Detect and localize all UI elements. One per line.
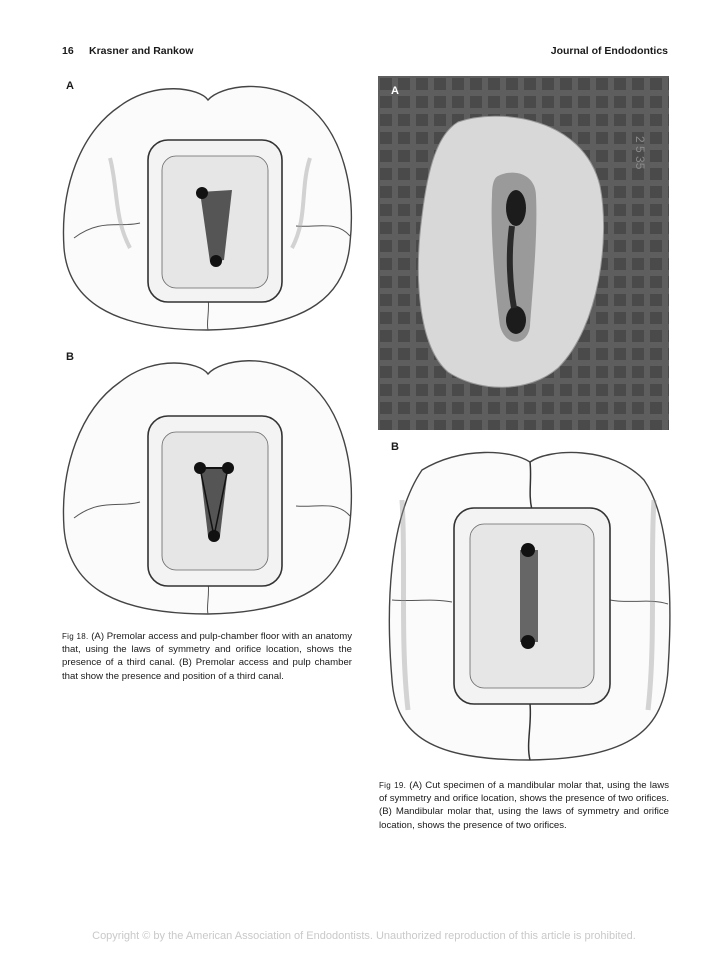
fig18-panel-b-label: B <box>66 351 74 363</box>
fig18-label: Fig 18. <box>62 632 89 641</box>
fig19a-cut-specimen-photo <box>378 76 669 430</box>
running-authors: Krasner and Rankow <box>89 45 194 57</box>
fig19-label: Fig 19. <box>379 781 407 790</box>
fig19-panel-a-label: A <box>391 85 399 97</box>
page-number: 16 <box>62 45 74 57</box>
fig19-caption-text: (A) Cut specimen of a mandibular molar that, using the laws of symmetry and orifice location, shows the presence of two orifices. (B) Mandibular molar that, using the laws of symmetry and orifice location, shows the presence of two orifices. <box>379 780 669 831</box>
fig18-panel-a-label: A <box>66 80 74 92</box>
photo-scale-text: 2 5 35 <box>633 136 647 170</box>
copyright-notice: Copyright © by the American Association of Endodontists. Unauthorized reproduction of this article is prohibited. <box>92 930 636 942</box>
fig18-caption-text: (A) Premolar access and pulp-chamber floor with an anatomy that, using the laws of symmetry and orifice location, shows the presence of a third canal. (B) Premolar access and pulp chamber that show the presence and position of a third canal. <box>62 631 352 682</box>
fig18-caption <box>62 630 352 683</box>
fig19b-molar-illustration <box>382 440 672 768</box>
fig19-panel-b-label: B <box>391 441 399 453</box>
journal-title: Journal of Endodontics <box>550 45 668 57</box>
fig18b-premolar-illustration <box>60 350 356 620</box>
fig18a-premolar-illustration <box>60 78 356 333</box>
fig19-caption <box>379 779 669 832</box>
